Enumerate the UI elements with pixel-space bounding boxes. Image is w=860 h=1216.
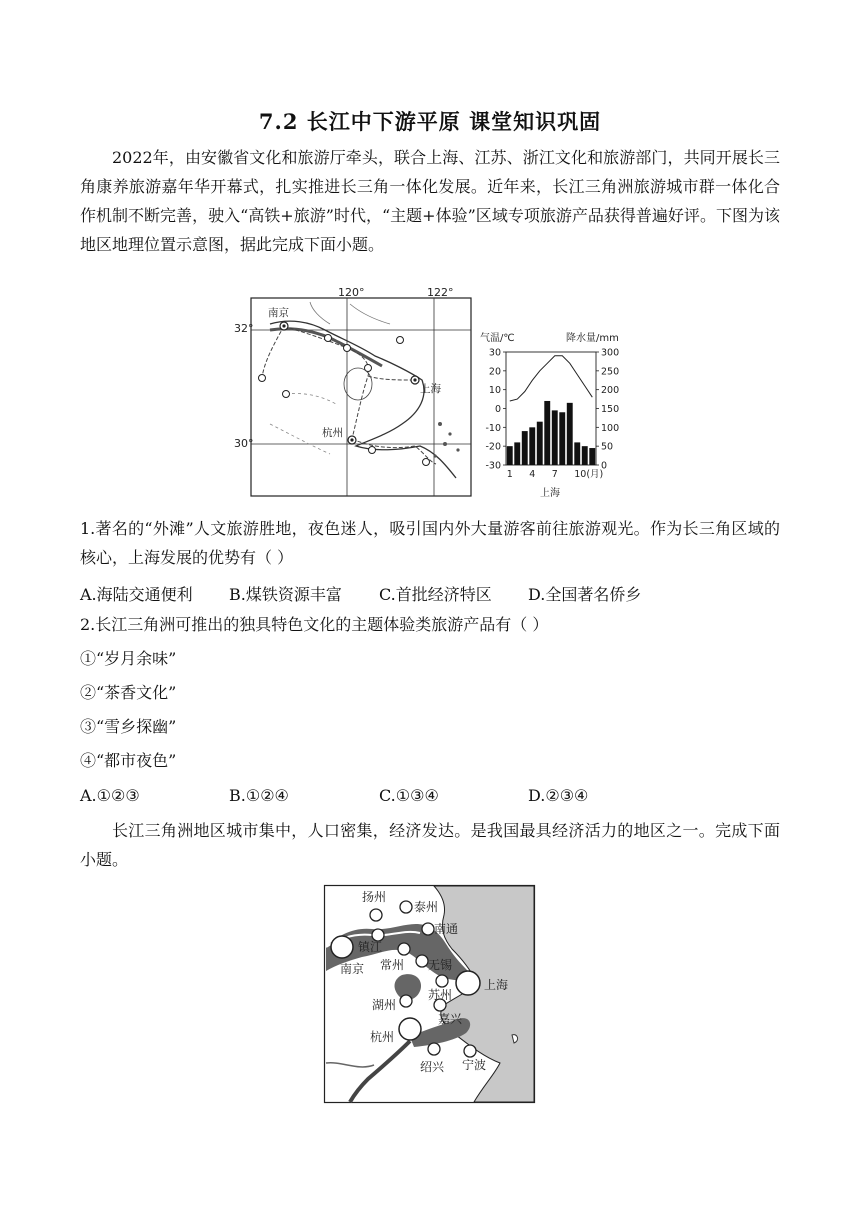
- precip-tick-label: 300: [601, 347, 620, 359]
- q1-option-c[interactable]: C.首批经济特区: [379, 585, 492, 604]
- temp-tick-label: -20: [485, 441, 501, 453]
- q2-item-4: ④“都市夜色”: [80, 751, 177, 770]
- q2-option-d[interactable]: D.②③④: [528, 786, 589, 805]
- precip-tick-label: 0: [601, 460, 608, 472]
- q1-option-d[interactable]: D.全国著名侨乡: [528, 585, 642, 604]
- city-cluster-map: [324, 885, 535, 1103]
- map2-label-yangzhou: 扬州: [362, 890, 387, 904]
- q2-option-a[interactable]: A.①②③: [80, 786, 140, 805]
- precip-tick-label: 100: [601, 422, 620, 434]
- map2-label-jiaxing: 嘉兴: [438, 1012, 463, 1026]
- map2-label-wuxi: 无锡: [428, 958, 453, 972]
- map2-label-taizhou: 泰州: [414, 900, 439, 914]
- precip-bar: [589, 448, 595, 465]
- map2-label-suzhou: 苏州: [428, 988, 453, 1002]
- lat-label-32: 32°: [234, 322, 254, 335]
- precip-bar: [559, 412, 565, 465]
- temp-tick-label: 0: [494, 404, 501, 415]
- q2-option-c[interactable]: C.①③④: [379, 786, 439, 805]
- precip-bar: [574, 442, 580, 465]
- city-label-nanjing: 南京: [268, 307, 289, 319]
- precip-bar: [544, 401, 550, 465]
- precip-bar: [582, 446, 588, 465]
- month-tick-label: 7: [551, 469, 558, 480]
- precip-bar: [537, 422, 543, 465]
- map2-label-zhenjiang: 镇江: [358, 940, 383, 954]
- month-tick-label: 1: [506, 469, 513, 480]
- map2-label-changzhou: 常州: [380, 958, 405, 972]
- precip-tick-label: 250: [601, 366, 620, 378]
- temperature-line: [510, 356, 593, 401]
- precip-bar: [567, 403, 573, 465]
- question-2-stem: 2.长江三角洲可推出的独具特色文化的主题体验类旅游产品有（ ）: [80, 615, 549, 634]
- precip-bar: [522, 431, 528, 465]
- intro-paragraph-1: 2022年，由安徽省文化和旅游厅牵头，联合上海、江苏、浙江文化和旅游部门，共同开展长三角康养旅游嘉年华开幕式，扎实推进长三角一体化发展。近年来，长江三角洲旅游城市群一体化合作机制不断完善，驶入“高铁+旅游”时代，“主题+体验”区域专项旅游产品获得普遍好评。下图为该地区地理位置示意图，据此完成下面小题。: [80, 148, 780, 254]
- map2-label-huzhou: 湖州: [372, 998, 397, 1012]
- q2-item-1: ①“岁月余味”: [80, 649, 177, 668]
- temp-tick-label: 30: [488, 347, 501, 359]
- q2-item-2: ②“茶香文化”: [80, 683, 177, 702]
- month-tick-label: 10(月): [574, 469, 604, 480]
- intro-paragraph-2: 长江三角洲地区城市集中，人口密集，经济发达。是我国最具经济活力的地区之一。完成下面小题。: [80, 821, 780, 869]
- map2-label-hangzhou: 杭州: [370, 1030, 395, 1044]
- location-map: [234, 284, 472, 498]
- month-tick-label: 4: [529, 469, 536, 480]
- page-title: 7.2 长江中下游平原 课堂知识巩固: [258, 109, 602, 134]
- temp-tick-label: 10: [488, 385, 501, 397]
- lon-label-122: 122°: [427, 286, 454, 299]
- q2-item-3: ③“雪乡探幽”: [80, 717, 177, 736]
- precip-bar: [507, 446, 513, 465]
- map2-label-shanghai: 上海: [484, 978, 509, 992]
- temp-tick-label: -10: [485, 422, 501, 434]
- q1-option-a[interactable]: A.海陆交通便利: [80, 585, 193, 604]
- precip-bar: [552, 410, 558, 465]
- temp-axis-label: 气温/℃: [480, 333, 515, 344]
- map2-label-nanjing: 南京: [340, 962, 365, 976]
- station-label: 上海: [540, 488, 560, 499]
- climate-chart: [478, 330, 630, 500]
- temp-tick-label: 20: [488, 366, 501, 378]
- q1-option-b[interactable]: B.煤铁资源丰富: [229, 585, 342, 604]
- city-label-shanghai: 上海: [420, 383, 441, 395]
- map2-label-nantong: 南通: [434, 922, 459, 936]
- precip-bar: [514, 442, 520, 465]
- lon-label-120: 120°: [338, 286, 365, 299]
- temp-tick-label: -30: [485, 460, 501, 472]
- q2-option-b[interactable]: B.①②④: [229, 786, 289, 805]
- question-1-stem: 1.著名的“外滩”人文旅游胜地，夜色迷人，吸引国内外大量游客前往旅游观光。作为长三角区域的核心，上海发展的优势有（ ）: [80, 519, 780, 567]
- precip-tick-label: 50: [601, 441, 614, 453]
- precip-axis-label: 降水量/mm: [566, 333, 619, 344]
- lat-label-30: 30°: [234, 437, 254, 450]
- city-label-hangzhou: 杭州: [322, 427, 343, 439]
- precip-tick-label: 200: [601, 385, 620, 397]
- map2-label-ningbo: 宁波: [462, 1058, 487, 1072]
- precip-tick-label: 150: [601, 404, 620, 415]
- map2-label-shaoxing: 绍兴: [420, 1060, 445, 1074]
- precip-bar: [529, 427, 535, 465]
